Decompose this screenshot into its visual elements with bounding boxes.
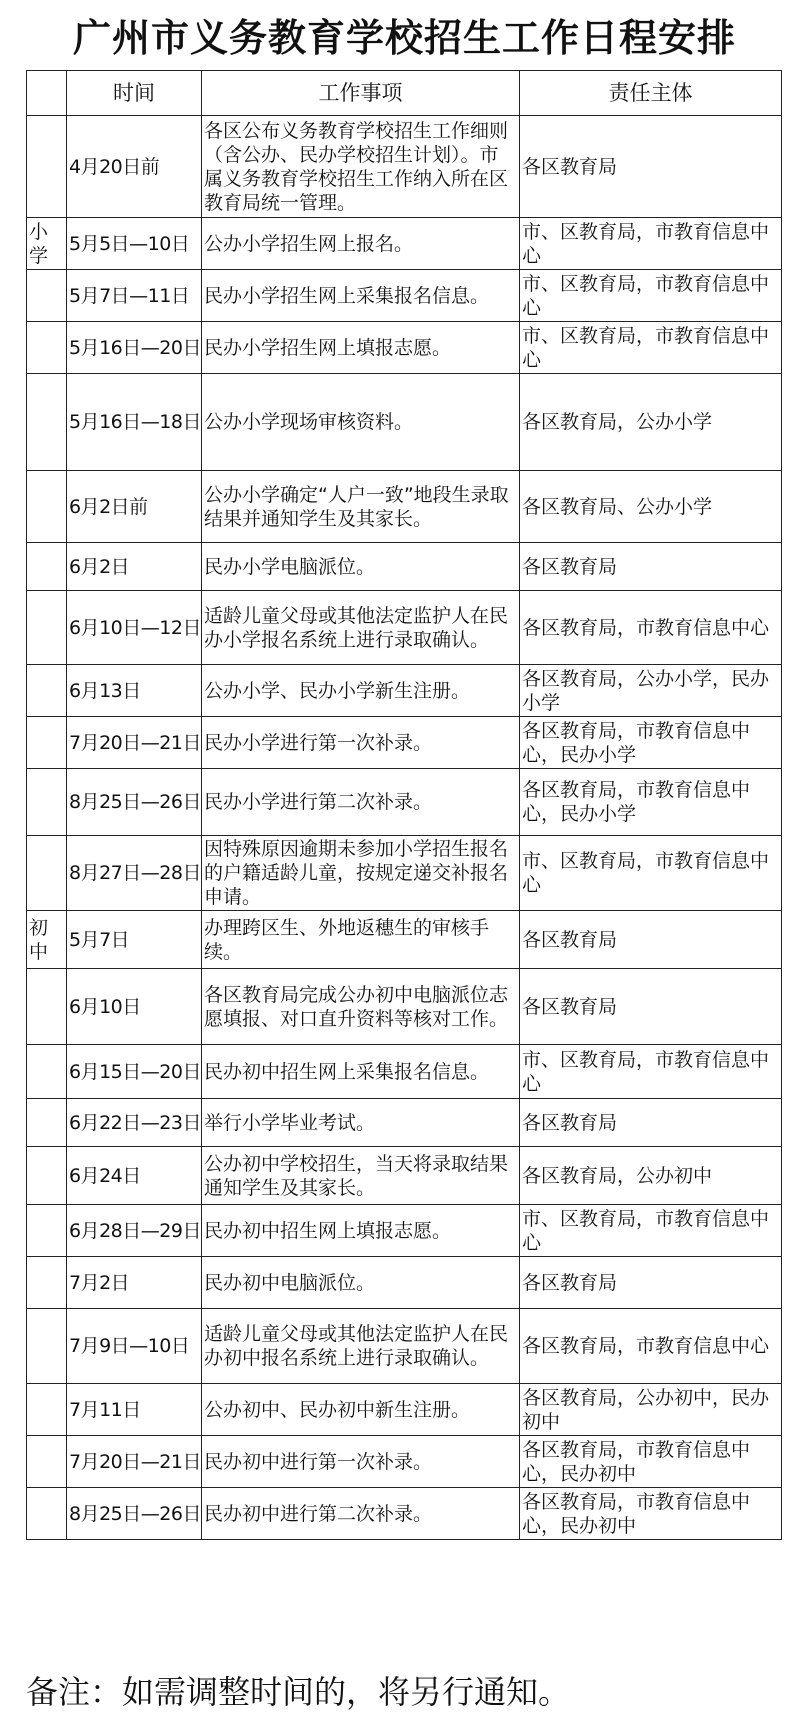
cell-responsible: 市、区教育局，市教育信息中心: [520, 270, 782, 322]
table-header-row: [27, 71, 782, 116]
cell-task: 公办小学、民办小学新生注册。: [202, 665, 520, 717]
cell-task: 举行小学毕业考试。: [202, 1099, 520, 1147]
cell-time: 6月15日—20日: [67, 1045, 202, 1099]
table-row: [27, 1257, 782, 1309]
cell-time: 8月27日—28日: [67, 836, 202, 911]
cell-category: [27, 836, 67, 911]
table-row: [27, 374, 782, 471]
cell-time: 5月16日—20日: [67, 322, 202, 374]
cell-category: [27, 270, 67, 322]
cell-responsible: 各区教育局，市教育信息中心，民办初中: [520, 1488, 782, 1540]
cell-task: 办理跨区生、外地返穗生的审核手续。: [202, 911, 520, 969]
cell-category: [27, 543, 67, 591]
cell-responsible: 各区教育局: [520, 543, 782, 591]
cell-time: 5月16日—18日: [67, 374, 202, 471]
cell-task: 各区公布义务教育学校招生工作细则（含公办、民办学校招生计划）。市属义务教育学校招生工作纳入所在区教育局统一管理。: [202, 116, 520, 218]
table-row: [27, 969, 782, 1045]
table-row: [27, 1309, 782, 1384]
cell-task: 民办初中进行第二次补录。: [202, 1488, 520, 1540]
cell-category: [27, 1205, 67, 1257]
cell-category: [27, 591, 67, 665]
cell-category: [27, 665, 67, 717]
cell-task: 公办初中、民办初中新生注册。: [202, 1384, 520, 1436]
cell-category: [27, 1309, 67, 1384]
table-row: [27, 322, 782, 374]
cell-task: 各区教育局完成公办初中电脑派位志愿填报、对口直升资料等核对工作。: [202, 969, 520, 1045]
table-row: [27, 116, 782, 218]
table-row: [27, 1384, 782, 1436]
table-row: [27, 769, 782, 836]
cell-category: [27, 374, 67, 471]
cell-responsible: 市、区教育局，市教育信息中心: [520, 322, 782, 374]
cell-category: [27, 116, 67, 218]
cell-time: 7月9日—10日: [67, 1309, 202, 1384]
cell-time: 4月20日前: [67, 116, 202, 218]
footnote: 备注：如需调整时间的，将另行通知。: [26, 1673, 571, 1711]
table-row: [27, 471, 782, 543]
cell-time: 6月2日: [67, 543, 202, 591]
cell-responsible: 各区教育局，公办小学: [520, 374, 782, 471]
cell-responsible: 市、区教育局，市教育信息中心: [520, 836, 782, 911]
table-row: [27, 1205, 782, 1257]
cell-time: 6月10日: [67, 969, 202, 1045]
table-row: [27, 270, 782, 322]
cell-responsible: 各区教育局，市教育信息中心，民办小学: [520, 769, 782, 836]
table-row: [27, 1045, 782, 1099]
schedule-table: [26, 70, 782, 1540]
cell-time: 8月25日—26日: [67, 1488, 202, 1540]
cell-responsible: 各区教育局，公办初中: [520, 1147, 782, 1205]
cell-task: 民办小学电脑派位。: [202, 543, 520, 591]
table-row: [27, 717, 782, 769]
cell-task: 公办小学现场审核资料。: [202, 374, 520, 471]
cell-responsible: 市、区教育局，市教育信息中心: [520, 1045, 782, 1099]
cell-category: [27, 1045, 67, 1099]
table-row: [27, 1436, 782, 1488]
cell-time: 5月7日: [67, 911, 202, 969]
cell-category: [27, 1099, 67, 1147]
cell-responsible: 各区教育局、公办小学: [520, 471, 782, 543]
cell-task: 公办小学确定“人户一致”地段生录取结果并通知学生及其家长。: [202, 471, 520, 543]
cell-responsible: 各区教育局，市教育信息中心: [520, 1309, 782, 1384]
table-row: [27, 543, 782, 591]
cell-time: 6月24日: [67, 1147, 202, 1205]
table-row: [27, 911, 782, 969]
table-row: [27, 1488, 782, 1540]
cell-responsible: 各区教育局，市教育信息中心，民办小学: [520, 717, 782, 769]
cell-responsible: 各区教育局: [520, 1257, 782, 1309]
table-row: [27, 1147, 782, 1205]
cell-time: 6月13日: [67, 665, 202, 717]
cell-category: 小学: [27, 218, 67, 270]
cell-time: 7月2日: [67, 1257, 202, 1309]
cell-responsible: 各区教育局: [520, 911, 782, 969]
header-responsible: 责任主体: [520, 71, 782, 116]
table-row: [27, 218, 782, 270]
cell-task: 民办小学招生网上填报志愿。: [202, 322, 520, 374]
cell-category: [27, 717, 67, 769]
cell-responsible: 各区教育局，市教育信息中心，民办初中: [520, 1436, 782, 1488]
cell-time: 7月20日—21日: [67, 717, 202, 769]
cell-time: 8月25日—26日: [67, 769, 202, 836]
cell-category: [27, 769, 67, 836]
cell-responsible: 各区教育局: [520, 1099, 782, 1147]
cell-task: 民办初中电脑派位。: [202, 1257, 520, 1309]
page-title: 广州市义务教育学校招生工作日程安排: [72, 16, 736, 60]
cell-task: 民办初中招生网上填报志愿。: [202, 1205, 520, 1257]
cell-category: 初中: [27, 911, 67, 969]
header-time: 时间: [67, 71, 202, 116]
cell-task: 公办小学招生网上报名。: [202, 218, 520, 270]
cell-time: 6月28日—29日: [67, 1205, 202, 1257]
cell-time: 7月20日—21日: [67, 1436, 202, 1488]
table-row: [27, 836, 782, 911]
cell-responsible: 各区教育局，公办初中，民办初中: [520, 1384, 782, 1436]
table-row: [27, 591, 782, 665]
cell-task: 适龄儿童父母或其他法定监护人在民办小学报名系统上进行录取确认。: [202, 591, 520, 665]
header-category: [27, 71, 67, 116]
cell-category: [27, 1147, 67, 1205]
table-row: [27, 1099, 782, 1147]
cell-category: [27, 1384, 67, 1436]
cell-time: 7月11日: [67, 1384, 202, 1436]
cell-task: 民办初中招生网上采集报名信息。: [202, 1045, 520, 1099]
cell-time: 5月5日—10日: [67, 218, 202, 270]
cell-responsible: 各区教育局: [520, 969, 782, 1045]
cell-time: 6月2日前: [67, 471, 202, 543]
cell-task: 民办初中进行第一次补录。: [202, 1436, 520, 1488]
cell-task: 民办小学进行第一次补录。: [202, 717, 520, 769]
header-task: 工作事项: [202, 71, 520, 116]
cell-category: [27, 471, 67, 543]
cell-responsible: 各区教育局，市教育信息中心: [520, 591, 782, 665]
cell-task: 因特殊原因逾期未参加小学招生报名的户籍适龄儿童，按规定递交补报名申请。: [202, 836, 520, 911]
cell-responsible: 市、区教育局，市教育信息中心: [520, 1205, 782, 1257]
cell-category: [27, 969, 67, 1045]
cell-time: 6月10日—12日: [67, 591, 202, 665]
cell-task: 民办小学进行第二次补录。: [202, 769, 520, 836]
cell-category: [27, 1436, 67, 1488]
cell-category: [27, 1257, 67, 1309]
cell-category: [27, 322, 67, 374]
table-row: [27, 665, 782, 717]
cell-category: [27, 1488, 67, 1540]
cell-time: 6月22日—23日: [67, 1099, 202, 1147]
cell-responsible: 各区教育局，公办小学，民办小学: [520, 665, 782, 717]
cell-task: 适龄儿童父母或其他法定监护人在民办初中报名系统上进行录取确认。: [202, 1309, 520, 1384]
cell-task: 民办小学招生网上采集报名信息。: [202, 270, 520, 322]
cell-responsible: 市、区教育局，市教育信息中心: [520, 218, 782, 270]
cell-task: 公办初中学校招生，当天将录取结果通知学生及其家长。: [202, 1147, 520, 1205]
cell-time: 5月7日—11日: [67, 270, 202, 322]
cell-responsible: 各区教育局: [520, 116, 782, 218]
